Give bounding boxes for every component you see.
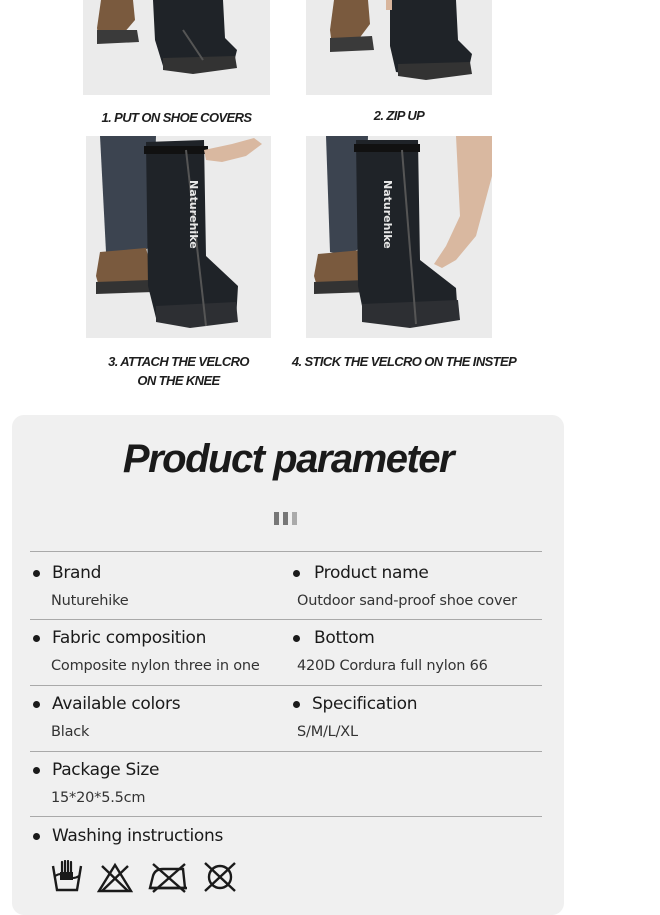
row-divider — [30, 619, 542, 620]
svg-text:Naturehike: Naturehike — [381, 180, 394, 249]
bullet — [33, 635, 40, 642]
param-value-product-name: Outdoor sand-proof shoe cover — [297, 593, 517, 609]
param-value-colors: Black — [51, 724, 90, 740]
param-value-bottom: 420D Cordura full nylon 66 — [297, 658, 488, 674]
row-divider — [30, 685, 542, 686]
bullet — [33, 767, 40, 774]
do-not-iron-icon — [147, 860, 189, 894]
param-label-colors: Available colors — [52, 694, 181, 714]
step-4-caption: 4. STICK THE VELCRO ON THE INSTEP — [291, 354, 517, 369]
step-4-photo — [306, 136, 492, 338]
step-3-photo — [86, 136, 271, 338]
step-3-caption-line1: 3. ATTACH THE VELCRO — [108, 354, 249, 369]
bullet — [33, 701, 40, 708]
step-1-caption: 1. PUT ON SHOE COVERS — [101, 110, 252, 125]
step-2-caption: 2. ZIP UP — [373, 108, 425, 123]
param-label-specification: Specification — [312, 694, 418, 714]
do-not-tumble-dry-icon — [202, 860, 238, 894]
hand-wash-icon — [51, 860, 83, 894]
title-divider-mark — [292, 512, 297, 525]
step-1-photo — [83, 0, 270, 95]
do-not-bleach-icon — [97, 860, 133, 894]
bullet — [293, 570, 300, 577]
title-divider-mark — [274, 512, 279, 525]
bullet — [33, 570, 40, 577]
param-label-fabric: Fabric composition — [52, 628, 207, 648]
param-label-package-size: Package Size — [52, 760, 160, 780]
param-label-product-name: Product name — [314, 563, 429, 583]
row-divider — [30, 816, 542, 817]
bullet — [293, 701, 300, 708]
param-value-specification: S/M/L/XL — [297, 724, 358, 740]
bullet — [33, 833, 40, 840]
param-label-bottom: Bottom — [314, 628, 375, 648]
step-3-caption-line2: ON THE KNEE — [137, 373, 220, 388]
param-value-fabric: Composite nylon three in one — [51, 658, 260, 674]
bullet — [293, 635, 300, 642]
step-3-caption — [86, 352, 271, 390]
param-label-washing: Washing instructions — [52, 826, 224, 846]
parameter-title: Product parameter — [122, 437, 454, 481]
row-divider — [30, 551, 542, 552]
param-value-package-size: 15*20*5.5cm — [51, 790, 146, 806]
step-2-photo — [306, 0, 492, 95]
svg-text:Naturehike: Naturehike — [187, 180, 200, 249]
row-divider — [30, 751, 542, 752]
param-label-brand: Brand — [52, 563, 102, 583]
title-divider-mark — [283, 512, 288, 525]
param-value-brand: Nuturehike — [51, 593, 129, 609]
